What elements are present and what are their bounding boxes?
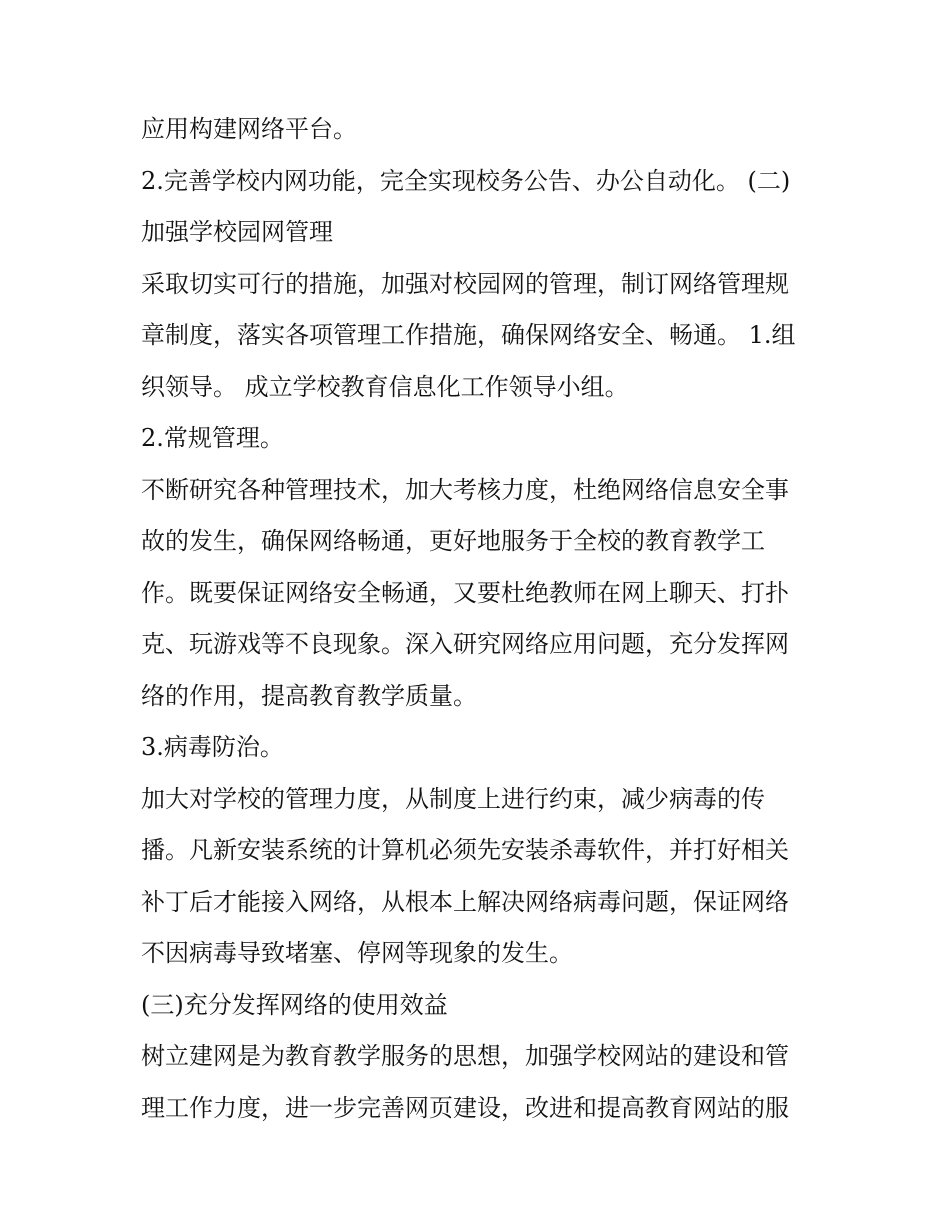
document-body	[141, 104, 821, 1134]
text-line: 2.完善学校内网功能，完全实现校务公告、办公自动化。 (二)	[141, 166, 791, 195]
text-line: 不因病毒导致堵塞、停网等现象的发生。	[141, 939, 573, 967]
text-line: 补丁后才能接入网络，从根本上解决网络病毒问题，保证网络	[141, 887, 789, 916]
text-line: 作。既要保证网络安全畅通，又要杜绝教师在网上聊天、打扑	[141, 578, 789, 607]
text-line: 理工作力度，进一步完善网页建设，改进和提高教育网站的服	[141, 1093, 789, 1122]
text-line: 章制度，落实各项管理工作措施，确保网络安全、畅通。 1.组	[141, 321, 796, 349]
text-line: 织领导。 成立学校教育信息化工作领导小组。	[141, 372, 629, 401]
text-line: 加大对学校的管理力度，从制度上进行约束，减少病毒的传	[141, 784, 765, 813]
text-line: (三)充分发挥网络的使用效益	[141, 990, 448, 1019]
text-line: 播。凡新安装系统的计算机必须先安装杀毒软件，并打好相关	[141, 836, 789, 864]
text-line: 加强学校园网管理	[141, 218, 333, 246]
text-line: 不断研究各种管理技术，加大考核力度，杜绝网络信息安全事	[141, 475, 789, 504]
text-line: 克、玩游戏等不良现象。深入研究网络应用问题，充分发挥网	[141, 630, 789, 658]
text-line: 3.病毒防治。	[141, 733, 284, 761]
text-line: 络的作用，提高教育教学质量。	[141, 681, 477, 710]
text-line: 故的发生，确保网络畅通，更好地服务于全校的教育教学工	[141, 527, 765, 555]
text-line: 树立建网是为教育教学服务的思想，加强学校网站的建设和管	[141, 1042, 789, 1070]
text-line: 采取切实可行的措施，加强对校园网的管理，制订网络管理规	[141, 269, 789, 298]
text-line: 应用构建网络平台。	[141, 115, 357, 143]
text-line: 2.常规管理。	[141, 424, 284, 452]
